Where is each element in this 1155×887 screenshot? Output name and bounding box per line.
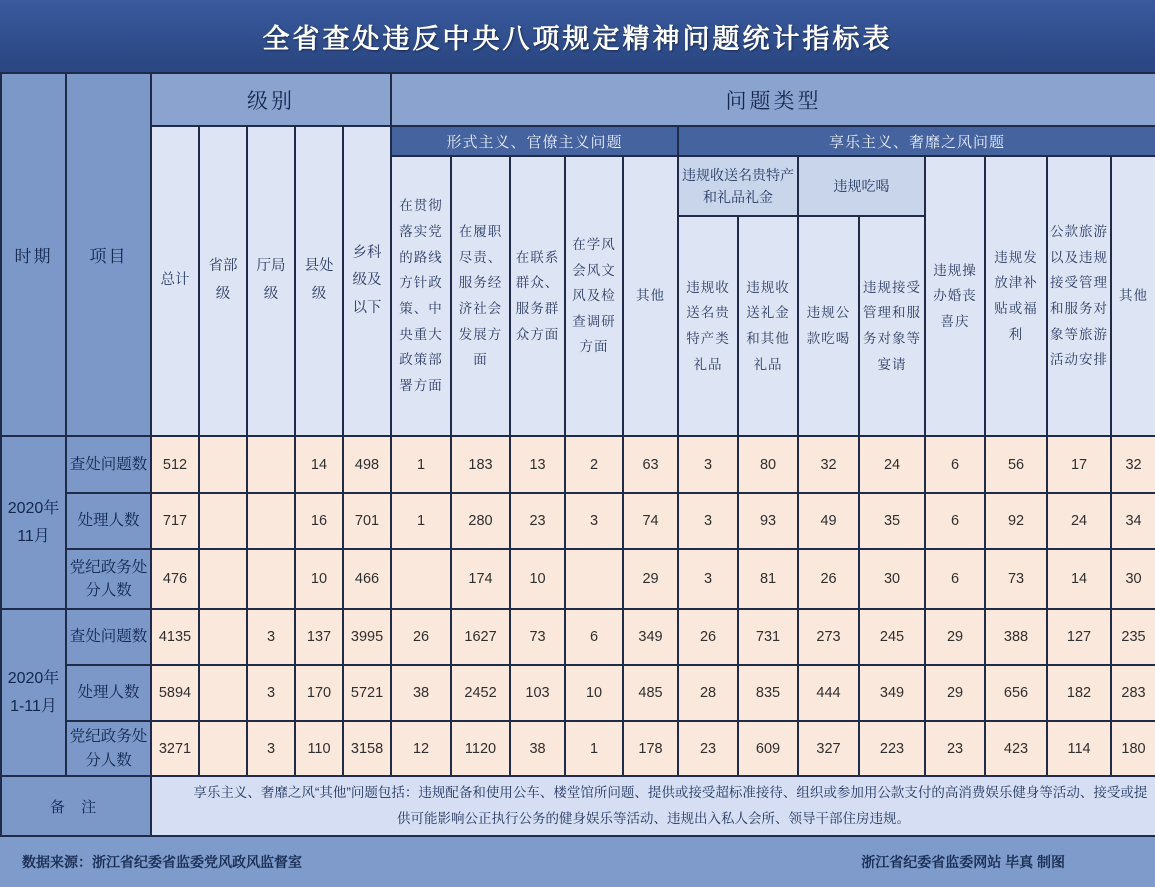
table-row	[1, 549, 1155, 609]
data-cell: 3	[247, 721, 295, 776]
header-col-hedonism-other: 其他	[1111, 156, 1155, 436]
data-cell: 235	[1111, 609, 1155, 665]
data-cell: 174	[451, 549, 510, 609]
header-col-wedding-funeral: 违规操办婚丧喜庆	[925, 156, 985, 436]
table-row	[1, 665, 1155, 721]
row-label: 处理人数	[66, 493, 151, 549]
data-cell: 349	[859, 665, 925, 721]
data-cell: 5894	[151, 665, 199, 721]
page-title: 全省查处违反中央八项规定精神问题统计指标表	[262, 23, 893, 54]
data-cell: 717	[151, 493, 199, 549]
period-line: 2020年	[7, 500, 60, 518]
header-subgroup-dining: 违规吃喝	[798, 156, 925, 216]
data-cell: 3	[678, 549, 738, 609]
data-cell	[247, 436, 295, 493]
data-cell	[199, 665, 247, 721]
data-cell: 23	[510, 493, 565, 549]
data-cell	[199, 436, 247, 493]
row-label: 处理人数	[66, 665, 151, 721]
data-cell: 349	[623, 609, 678, 665]
data-cell: 93	[738, 493, 798, 549]
data-cell: 10	[295, 549, 343, 609]
data-cell	[199, 493, 247, 549]
credit: 浙江省纪委省监委网站 毕真 制图	[861, 854, 1065, 870]
header-col-formalism-4: 在学风会风文风及检查调研方面	[565, 156, 623, 436]
period-line: 1-11月	[10, 697, 57, 715]
header-col-gifts-money: 违规收送礼金和其他礼品	[738, 216, 798, 436]
data-cell: 180	[1111, 721, 1155, 776]
data-cell: 10	[510, 549, 565, 609]
data-cell: 731	[738, 609, 798, 665]
data-cell: 498	[343, 436, 391, 493]
data-cell: 3158	[343, 721, 391, 776]
title-bar	[0, 0, 1155, 72]
data-cell: 28	[678, 665, 738, 721]
period-cell-jan-nov	[1, 609, 66, 776]
data-cell	[199, 609, 247, 665]
data-cell: 3271	[151, 721, 199, 776]
data-cell	[199, 721, 247, 776]
data-cell: 29	[925, 665, 985, 721]
period-line: 2020年	[7, 670, 60, 688]
data-cell: 92	[985, 493, 1047, 549]
data-cell: 29	[623, 549, 678, 609]
data-cell: 835	[738, 665, 798, 721]
data-cell: 23	[678, 721, 738, 776]
data-cell: 3	[247, 609, 295, 665]
data-cell: 17	[1047, 436, 1111, 493]
data-cell: 110	[295, 721, 343, 776]
data-cell: 1627	[451, 609, 510, 665]
data-cell: 6	[925, 493, 985, 549]
data-cell: 56	[985, 436, 1047, 493]
header-item: 项目	[66, 73, 151, 436]
header-col-dining-public: 违规公款吃喝	[798, 216, 859, 436]
header-col-allowance: 违规发放津补贴或福利	[985, 156, 1047, 436]
data-cell: 6	[925, 436, 985, 493]
data-cell: 444	[798, 665, 859, 721]
header-col-total: 总计	[151, 126, 199, 436]
period-cell-nov	[1, 436, 66, 609]
data-cell: 1	[391, 493, 451, 549]
data-cell: 81	[738, 549, 798, 609]
data-cell: 273	[798, 609, 859, 665]
data-cell: 388	[985, 609, 1047, 665]
data-cell: 30	[859, 549, 925, 609]
data-cell: 609	[738, 721, 798, 776]
data-cell: 127	[1047, 609, 1111, 665]
data-cell: 3	[565, 493, 623, 549]
stats-table	[0, 72, 1155, 837]
data-cell: 6	[925, 549, 985, 609]
data-cell: 6	[565, 609, 623, 665]
data-cell: 26	[798, 549, 859, 609]
data-cell: 476	[151, 549, 199, 609]
header-col-formalism-other: 其他	[623, 156, 678, 436]
data-cell: 183	[451, 436, 510, 493]
data-cell: 30	[1111, 549, 1155, 609]
data-cell: 103	[510, 665, 565, 721]
data-cell: 29	[925, 609, 985, 665]
data-cell: 35	[859, 493, 925, 549]
data-cell: 4135	[151, 609, 199, 665]
data-cell: 178	[623, 721, 678, 776]
data-cell: 1	[565, 721, 623, 776]
note-text: 享乐主义、奢靡之风“其他”问题包括：违规配备和使用公车、楼堂馆所问题、提供或接受超标准接待、组织或参加用公款支付的高消费娱乐健身等活动、接受或提供可能影响公正执行公务的健身娱乐等活动、违规出入私人会所、领导干部住房违规。	[151, 776, 1155, 836]
data-cell: 32	[1111, 436, 1155, 493]
header-col-travel: 公款旅游以及违规接受管理和服务对象等旅游活动安排	[1047, 156, 1111, 436]
data-cell: 49	[798, 493, 859, 549]
data-cell: 63	[623, 436, 678, 493]
data-cell: 701	[343, 493, 391, 549]
data-cell: 73	[510, 609, 565, 665]
data-cell: 5721	[343, 665, 391, 721]
data-cell: 656	[985, 665, 1047, 721]
data-cell: 114	[1047, 721, 1111, 776]
data-cell: 182	[1047, 665, 1111, 721]
row-label: 查处问题数	[66, 436, 151, 493]
data-cell: 23	[925, 721, 985, 776]
data-cell: 38	[391, 665, 451, 721]
header-group-problem-type: 问题类型	[391, 73, 1155, 126]
data-cell: 170	[295, 665, 343, 721]
header-col-township: 乡科级及以下	[343, 126, 391, 436]
data-cell: 24	[859, 436, 925, 493]
header-col-bureau: 厅局级	[247, 126, 295, 436]
header-col-county: 县处级	[295, 126, 343, 436]
data-cell: 485	[623, 665, 678, 721]
header-col-dining-banquet: 违规接受管理和服务对象等宴请	[859, 216, 925, 436]
header-col-formalism-1: 在贯彻落实党的路线方针政策、中央重大政策部署方面	[391, 156, 451, 436]
data-cell	[391, 549, 451, 609]
data-cell: 1120	[451, 721, 510, 776]
header-col-gifts-specialty: 违规收送名贵特产类礼品	[678, 216, 738, 436]
header-col-provincial: 省部级	[199, 126, 247, 436]
data-cell: 26	[678, 609, 738, 665]
header-period: 时期	[1, 73, 66, 436]
data-cell: 13	[510, 436, 565, 493]
data-cell	[247, 493, 295, 549]
data-cell: 223	[859, 721, 925, 776]
data-cell: 80	[738, 436, 798, 493]
header-group-level: 级别	[151, 73, 391, 126]
row-label: 党纪政务处分人数	[66, 549, 151, 609]
header-band-hedonism: 享乐主义、奢靡之风问题	[678, 126, 1155, 156]
note-label: 备 注	[1, 776, 151, 836]
header-band-formalism: 形式主义、官僚主义问题	[391, 126, 678, 156]
data-cell: 3995	[343, 609, 391, 665]
data-cell: 327	[798, 721, 859, 776]
data-cell: 73	[985, 549, 1047, 609]
note-row	[1, 776, 1155, 836]
data-cell: 466	[343, 549, 391, 609]
header-subgroup-gifts: 违规收送名贵特产和礼品礼金	[678, 156, 798, 216]
data-cell: 32	[798, 436, 859, 493]
header-col-formalism-2: 在履职尽责、服务经济社会发展方面	[451, 156, 510, 436]
data-cell: 14	[1047, 549, 1111, 609]
data-cell: 12	[391, 721, 451, 776]
data-cell: 10	[565, 665, 623, 721]
row-label: 查处问题数	[66, 609, 151, 665]
data-cell: 26	[391, 609, 451, 665]
data-cell: 14	[295, 436, 343, 493]
period-line: 11月	[17, 527, 50, 545]
footer-bar	[0, 837, 1155, 887]
data-cell: 16	[295, 493, 343, 549]
data-cell: 24	[1047, 493, 1111, 549]
data-cell: 283	[1111, 665, 1155, 721]
data-cell: 3	[247, 665, 295, 721]
data-cell	[247, 549, 295, 609]
data-cell: 34	[1111, 493, 1155, 549]
data-cell: 423	[985, 721, 1047, 776]
data-cell: 512	[151, 436, 199, 493]
data-cell	[565, 549, 623, 609]
data-cell: 3	[678, 436, 738, 493]
data-cell: 74	[623, 493, 678, 549]
data-source: 数据来源：浙江省纪委省监委党风政风监督室	[22, 854, 302, 870]
data-cell: 2452	[451, 665, 510, 721]
data-cell: 137	[295, 609, 343, 665]
data-cell: 2	[565, 436, 623, 493]
data-cell	[199, 549, 247, 609]
header-col-formalism-3: 在联系群众、服务群众方面	[510, 156, 565, 436]
data-cell: 245	[859, 609, 925, 665]
table-row	[1, 721, 1155, 776]
data-cell: 280	[451, 493, 510, 549]
data-cell: 38	[510, 721, 565, 776]
table-row	[1, 436, 1155, 493]
table-row	[1, 609, 1155, 665]
data-cell: 1	[391, 436, 451, 493]
table-row	[1, 493, 1155, 549]
row-label: 党纪政务处分人数	[66, 721, 151, 776]
data-cell: 3	[678, 493, 738, 549]
